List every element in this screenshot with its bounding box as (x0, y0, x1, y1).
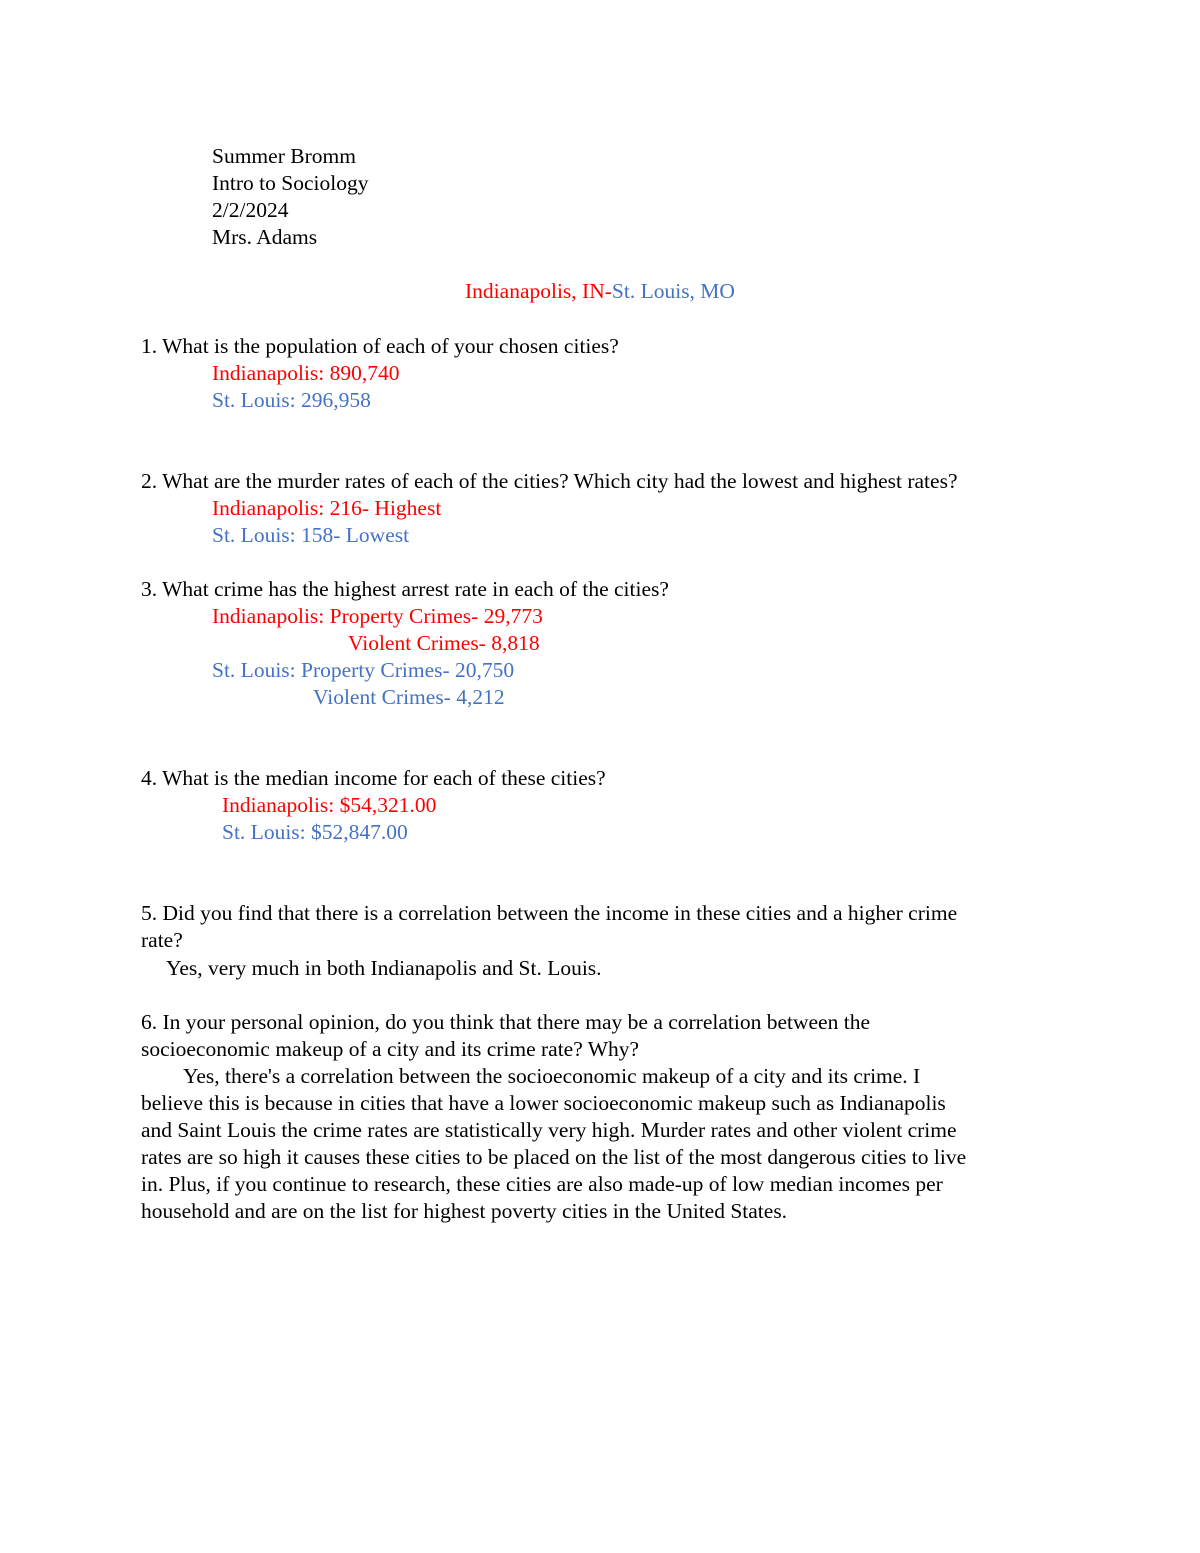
title-city-st-louis: St. Louis, MO (611, 279, 735, 303)
answer-1-indianapolis: Indianapolis: 890,740 (212, 361, 400, 385)
document-title (0, 278, 1200, 305)
answer-6-line-2: believe this is because in cities that have a lower socioeconomic makeup such as Indianapolis (141, 1091, 946, 1115)
question-6-line-2: socioeconomic makeup of a city and its crime rate? Why? (141, 1037, 640, 1061)
answer-6-line-1: Yes, there's a correlation between the socioeconomic makeup of a city and its crime. I (183, 1064, 921, 1088)
question-4: 4. What is the median income for each of these cities? (141, 766, 606, 790)
question-3: 3. What crime has the highest arrest rate in each of the cities? (141, 577, 669, 601)
student-name: Summer Bromm (212, 144, 356, 168)
answer-5: Yes, very much in both Indianapolis and St. Louis. (166, 956, 602, 980)
answer-6-line-5: in. Plus, if you continue to research, these cities are also made-up of low median incomes per (141, 1172, 943, 1196)
question-6-line-1: 6. In your personal opinion, do you think that there may be a correlation between the (141, 1010, 870, 1034)
assignment-date: 2/2/2024 (212, 198, 289, 222)
answer-6-line-4: rates are so high it causes these cities to be placed on the list of the most dangerous cities to live (141, 1145, 967, 1169)
course-name: Intro to Sociology (212, 171, 369, 195)
question-5-line-2: rate? (141, 928, 183, 952)
answer-2-st-louis: St. Louis: 158- Lowest (212, 523, 410, 547)
answer-1-st-louis: St. Louis: 296,958 (212, 388, 371, 412)
teacher-name: Mrs. Adams (212, 225, 318, 249)
title-separator: - (604, 279, 612, 303)
question-2: 2. What are the murder rates of each of the cities? Which city had the lowest and highest rates? (141, 469, 958, 493)
question-5-line-1: 5. Did you find that there is a correlation between the income in these cities and a higher crime (141, 901, 958, 925)
answer-3-indianapolis-violent: Violent Crimes- 8,818 (348, 631, 540, 655)
title-city-indianapolis: Indianapolis, IN (465, 279, 605, 303)
answer-2-indianapolis: Indianapolis: 216- Highest (212, 496, 442, 520)
answer-6-line-3: and Saint Louis the crime rates are statistically very high. Murder rates and other violent crime (141, 1118, 957, 1142)
question-1: 1. What is the population of each of your chosen cities? (141, 334, 619, 358)
answer-3-indianapolis-property: Indianapolis: Property Crimes- 29,773 (212, 604, 543, 628)
answer-4-indianapolis: Indianapolis: $54,321.00 (222, 793, 437, 817)
answer-3-st-louis-property: St. Louis: Property Crimes- 20,750 (212, 658, 515, 682)
answer-3-st-louis-violent: Violent Crimes- 4,212 (313, 685, 505, 709)
answer-4-st-louis: St. Louis: $52,847.00 (222, 820, 408, 844)
answer-6-line-6: household and are on the list for highest poverty cities in the United States. (141, 1199, 788, 1223)
